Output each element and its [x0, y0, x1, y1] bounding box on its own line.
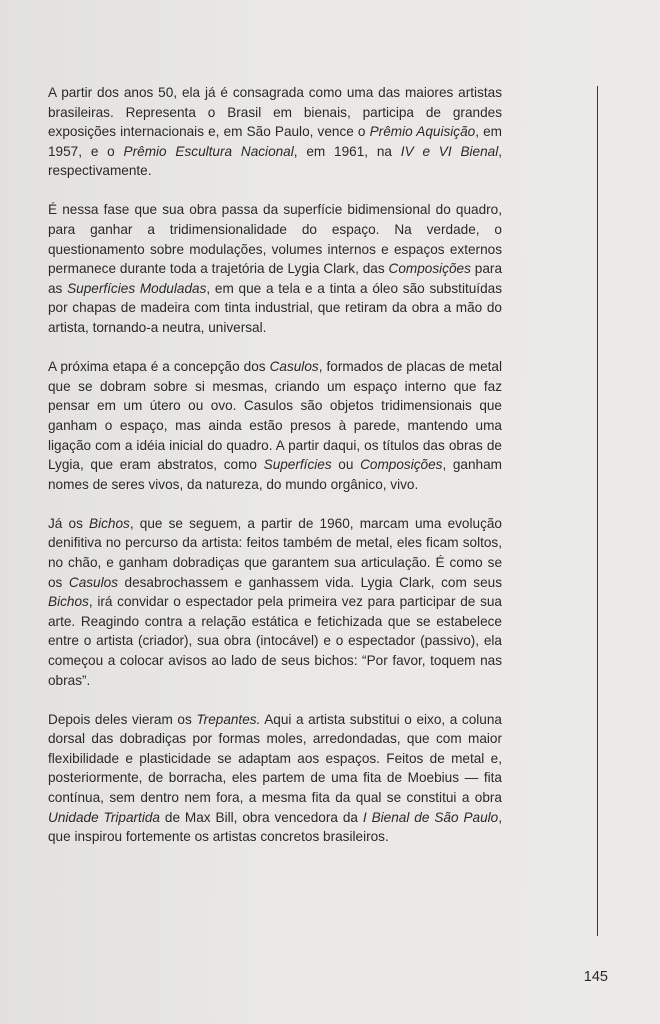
text-run: , irá convidar o espectador pela primeira vez para participar de sua arte. Reagindo contra a relação estática e fetichizada que se estabelece entre o artista (criador), sua obra (intocável) e o espectador (passivo), ela começou a colocar avisos ao lado de seus bichos: “Por favor, toquem nas obras”. — [48, 594, 502, 688]
italic-title: Unidade Tripartida — [48, 809, 160, 825]
italic-title: Superfícies Moduladas — [67, 280, 207, 296]
italic-title: Prêmio Escultura Nacional — [123, 143, 294, 159]
text-run: , que se seguem, a partir de 1960, marcam uma evolução denifitiva no percurso da artista: feitos também de metal, eles ficam soltos, no chão, e ganham dobradiças que garantem sua articulação. É como se os — [48, 515, 502, 590]
text-run: ou — [331, 457, 361, 473]
text-run: É nessa fase que sua obra passa da superfície bidimensional do quadro, para ganhar a tridimensionalidade do espaço. Na verdade, o questionamento sobre modulações, volumes internos e espaços externos permanece durante toda a trajetória de Lygia Clark, das — [48, 202, 502, 277]
text-run: Aqui a artista substitui o eixo, a coluna dorsal das dobradiças por formas moles, arredondadas, que com maior flexibilidade e plasticidade se adaptam aos espaços. Feitos de metal e, posteriormente, de borracha, eles partem de uma fita de Moebius — fita contínua, sem dentro nem fora, a mesma fita da qual se constitui a obra — [48, 711, 502, 805]
paragraph-3 — [48, 357, 502, 494]
italic-title: Composições — [360, 457, 443, 473]
italic-title: Superfícies — [263, 457, 332, 473]
italic-title: Casulos — [68, 574, 118, 590]
paragraph-1 — [48, 83, 502, 181]
italic-title: Bichos — [89, 515, 130, 531]
paragraph-2 — [48, 200, 502, 337]
text-run: , em que a tela e a tinta a óleo são substituídas por chapas de madeira com tinta industrial, que retiram da obra a mão do artista, tornando-a neutra, universal. — [48, 280, 502, 336]
text-run: , respectivamente. — [48, 143, 503, 179]
italic-title: Bichos — [48, 594, 89, 610]
text-run: , em 1961, na — [293, 143, 401, 159]
text-run: , em 1957, e o — [48, 124, 503, 159]
vertical-rule — [597, 86, 598, 936]
text-run: Depois deles vieram os — [48, 711, 197, 727]
body-text — [48, 83, 502, 866]
italic-title: IV e VI Bienal — [400, 143, 499, 159]
text-run: Já os — [48, 515, 90, 531]
text-run: , que inspirou fortemente os artistas concretos brasileiros. — [48, 809, 502, 845]
italic-title: Trepantes. — [196, 711, 261, 727]
text-run: para as — [48, 261, 503, 296]
text-run: desabrochassem e ganhassem vida. Lygia Clark, com seus — [118, 574, 502, 590]
text-run: , ganham nomes de seres vivos, da natureza, do mundo orgânico, vivo. — [48, 457, 502, 492]
text-run: A próxima etapa é a concepção dos — [48, 359, 270, 375]
text-run: A partir dos anos 50, ela já é consagrada como uma das maiores artistas brasileiras. Representa o Brasil em bienais, participa de grandes exposições internacionais e, em São Paulo, vence o — [48, 85, 502, 140]
italic-title: I Bienal de São Paulo — [362, 809, 499, 825]
italic-title: Composições — [388, 261, 471, 277]
italic-title: Prêmio Aquisição — [369, 124, 476, 140]
page-number: 145 — [583, 969, 608, 985]
text-run: , formados de placas de metal que se dobram sobre si mesmas, criando um espaço interno que faz pensar em um útero ou ovo. Casulos são objetos tridimensionais que ganham o espaço, mas ainda estão presos à parede, mantendo uma ligação com a idéia inicial do quadro. A partir daqui, os títulos das obras de Lygia, que eram abstratos, como — [48, 359, 502, 473]
text-run: de Max Bill, obra vencedora da — [159, 809, 363, 825]
paragraph-5 — [48, 710, 502, 847]
italic-title: Casulos — [269, 359, 319, 375]
paragraph-4 — [48, 514, 502, 690]
